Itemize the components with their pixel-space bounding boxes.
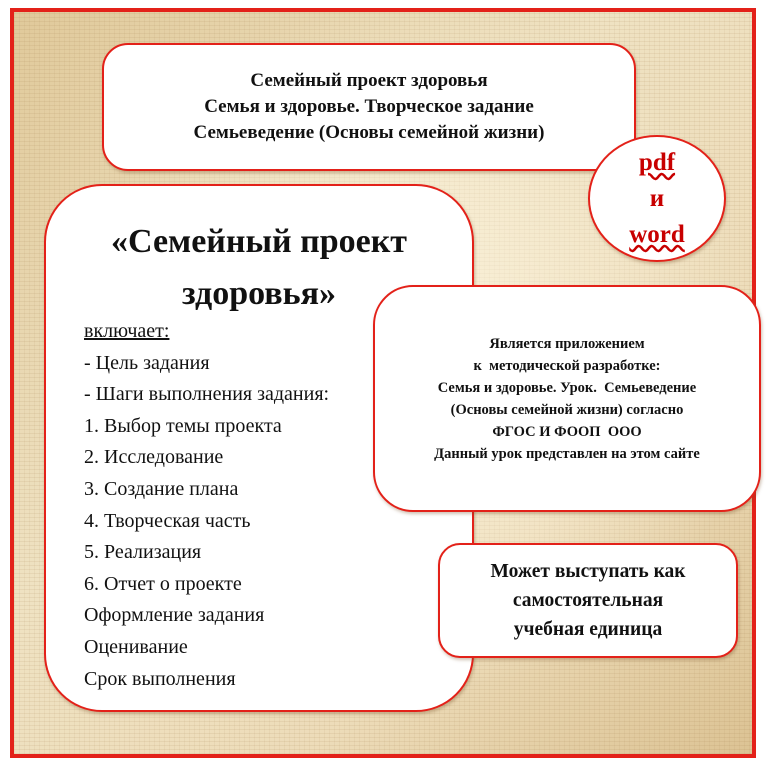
title-line: Семья и здоровье. Творческое задание xyxy=(204,96,534,117)
list-item: - Цель задания xyxy=(84,351,210,374)
note-line: к методической разработке: xyxy=(473,357,661,374)
title-card xyxy=(102,43,636,171)
list-item: Оценивание xyxy=(84,635,188,658)
unit-line: Может выступать как xyxy=(490,561,686,582)
list-item: Оформление задания xyxy=(84,604,265,627)
title-line: Семьеведение (Основы семейной жизни) xyxy=(193,122,545,143)
unit-line: учебная единица xyxy=(513,619,663,640)
note-line: Является приложением xyxy=(489,335,645,352)
list-item: 1. Выбор темы проекта xyxy=(84,414,282,437)
list-item: 2. Исследование xyxy=(84,446,224,469)
format-word-label: word xyxy=(629,220,685,248)
unit-line: самостоятельная xyxy=(512,590,664,611)
note-line: ФГОС И ФООП ООО xyxy=(492,423,642,440)
format-pdf-label: pdf xyxy=(638,148,676,176)
list-item: 6. Отчет о проекте xyxy=(84,572,242,595)
standalone-unit-card xyxy=(438,543,738,658)
note-line: (Основы семейной жизни) согласно xyxy=(450,401,684,418)
project-heading-line: «Семейный проект xyxy=(110,223,407,260)
project-heading-line: здоровья» xyxy=(181,275,337,312)
format-badge xyxy=(588,135,726,262)
list-item: 5. Реализация xyxy=(84,541,202,564)
methodology-note-card xyxy=(373,285,761,512)
contents-intro: включает: xyxy=(84,320,170,342)
list-item: 3. Создание плана xyxy=(84,477,239,500)
note-line: Данный урок представлен на этом сайте xyxy=(434,445,700,462)
list-item: 4. Творческая часть xyxy=(84,509,251,532)
note-line: Семья и здоровье. Урок. Семьеведение xyxy=(437,379,697,396)
format-and-label: и xyxy=(649,184,665,212)
title-line: Семейный проект здоровья xyxy=(250,70,488,91)
list-item: - Шаги выполнения задания: xyxy=(84,383,330,406)
list-item: Срок выполнения xyxy=(84,667,236,690)
